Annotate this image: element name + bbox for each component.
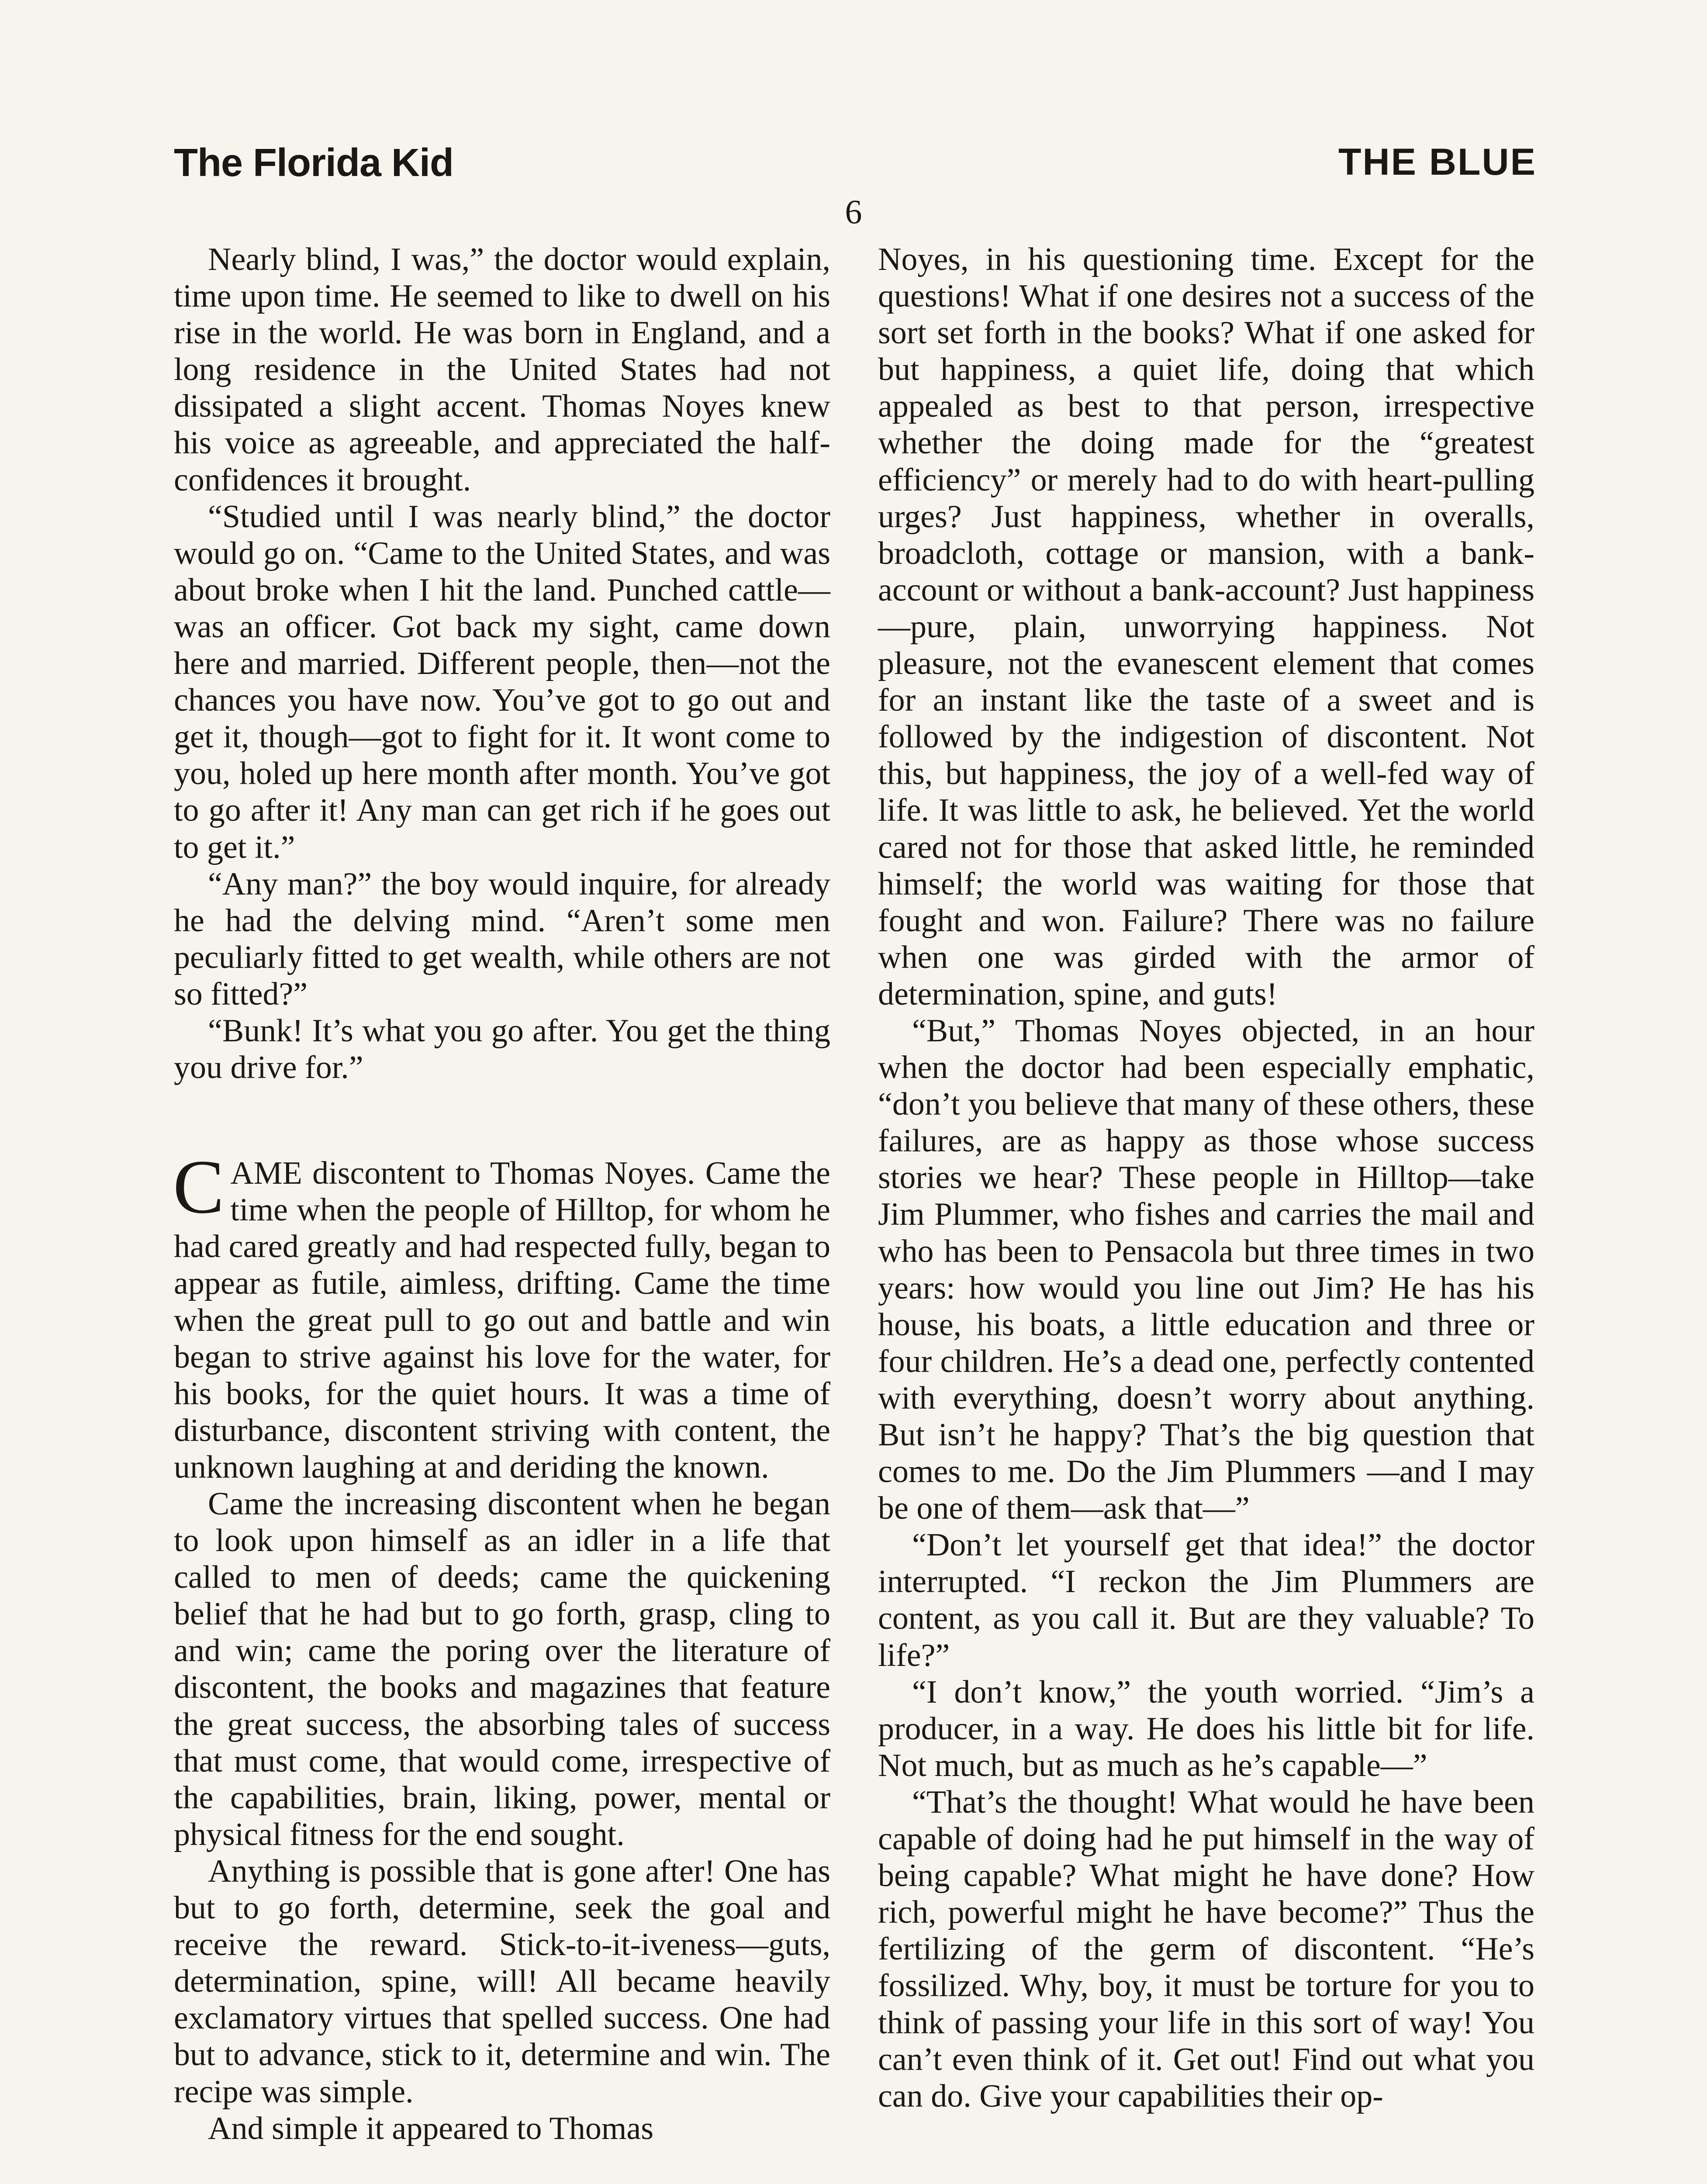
- paragraph: Anything is possible that is gone after! One has but to go forth, determine, seek the goal and receive the reward. Stick-to-it-iveness—guts, determination, spine, will! All became heavily exclamatory virtues that spelled success. One had but to advance, stick to it, determine and win. The recipe was simple.: [174, 1853, 830, 2110]
- paragraph: And simple it appeared to Thomas: [208, 2110, 654, 2146]
- paragraph: “Any man?” the boy would inquire, for already he had the delving mind. “Aren’t some men peculiarly fitted to get wealth, while others are not so fitted?”: [174, 866, 830, 1012]
- paragraph: “That’s the thought! What would he have been capable of doing had he put himself in the way of being capable? What might he have done? How rich, powerful might he have become?” Thus the fertilizing of the germ of discontent. “He’s fossilized. Why, boy, it must be torture for you to think of passing your life in this sort of way! You can’t even think of it. Get out! Find out what you can do. Give your capabilities their op-: [878, 1784, 1534, 2114]
- paragraph: “But,” Thomas Noyes objected, in an hour when the doctor had been especially emphatic, “don’t you believe that many of these others, these failures, are as happy as those whose success stories we hear? These people in Hilltop—take Jim Plummer, who fishes and carries the mail and who has been to Pensacola but three times in two years: how would you line out Jim? He has his house, his boats, a little education and three or four children. He’s a dead one, perfectly contented with everything, doesn’t worry about anything. But isn’t he happy? That’s the big question that comes to me. Do the Jim Plummers —and I may be one of them—ask that—”: [878, 1013, 1534, 1527]
- story-title: The Florida Kid: [174, 141, 454, 185]
- paragraph: “Don’t let yourself get that idea!” the doctor interrupted. “I reckon the Jim Plummers are content, as you call it. But are they valuable? To life?”: [878, 1527, 1534, 1673]
- paragraph: Nearly blind, I was,” the doctor would explain, time upon time. He seemed to like to dwell on his rise in the world. He was born in England, and a long residence in the United States had not dissipated a slight accent. Thomas Noyes knew his voice as agreeable, and appreciated the half-confidences it brought.: [174, 242, 830, 498]
- left-column: [174, 241, 830, 2147]
- paragraph: “I don’t know,” the youth worried. “Jim’s a producer, in a way. He does his little bit for life. Not much, but as much as he’s capable—”: [878, 1674, 1534, 1783]
- paragraph: Noyes, in his questioning time. Except for the questions! What if one desires not a success of the sort set forth in the books? What if one asked for but happiness, a quiet life, doing that which appealed as best to that person, irrespective whether the doing made for the “greatest efficiency” or merely had to do with heart-pulling urges? Just happiness, whether in overalls, broadcloth, cottage or mansion, with a bank-account or without a bank-account? Just happiness—pure, plain, unworrying happiness. Not pleasure, not the evanescent element that comes for an instant like the taste of a sweet and is followed by the indigestion of discontent. Not this, but happiness, the joy of a well-fed way of life. It was little to ask, he believed. Yet the world cared not for those that asked little, he reminded himself; the world was waiting for those that fought and won. Failure? There was no failure when one was girded with the armor of determination, spine, and guts!: [878, 242, 1534, 1012]
- paragraph-text: AME discontent to Thomas Noyes. Came the time when the people of Hilltop, for whom he had cared greatly and had respected fully, began to appear as futile, aimless, drifting. Came the time when the great pull to go out and battle and win began to strive against his love for the water, for his books, for the quiet hours. It was a time of disturbance, discontent striving with content, the unknown laughing at and deriding the known.: [174, 1155, 830, 1485]
- section-opening-paragraph: [173, 1144, 830, 1486]
- paragraph: “Bunk! It’s what you go after. You get the thing you drive for.”: [174, 1013, 830, 1086]
- paragraph: “Studied until I was nearly blind,” the doctor would go on. “Came to the United States, and was about broke when I hit the land. Punched cattle—was an officer. Got back my sight, came down here and married. Different people, then—not the chances you have now. You’ve got to go out and get it, though—got to fight for it. It wont come to you, holed up here month after month. You’ve got to go after it! Any man can get rich if he goes out to get it.”: [174, 498, 830, 865]
- right-column: [878, 241, 1534, 2115]
- magazine-title: THE BLUE: [1338, 141, 1537, 183]
- drop-cap: C: [173, 1144, 225, 1230]
- page-number: 6: [845, 193, 862, 231]
- paragraph: Came the increasing discontent when he began to look upon himself as an idler in a life that called to men of deeds; came the quickening belief that he had but to go forth, grasp, cling to and win; came the poring over the literature of discontent, the books and magazines that feature the great success, the absorbing tales of success that must come, that would come, irrespective of the capabilities, brain, liking, power, mental or physical fitness for the end sought.: [174, 1486, 830, 1852]
